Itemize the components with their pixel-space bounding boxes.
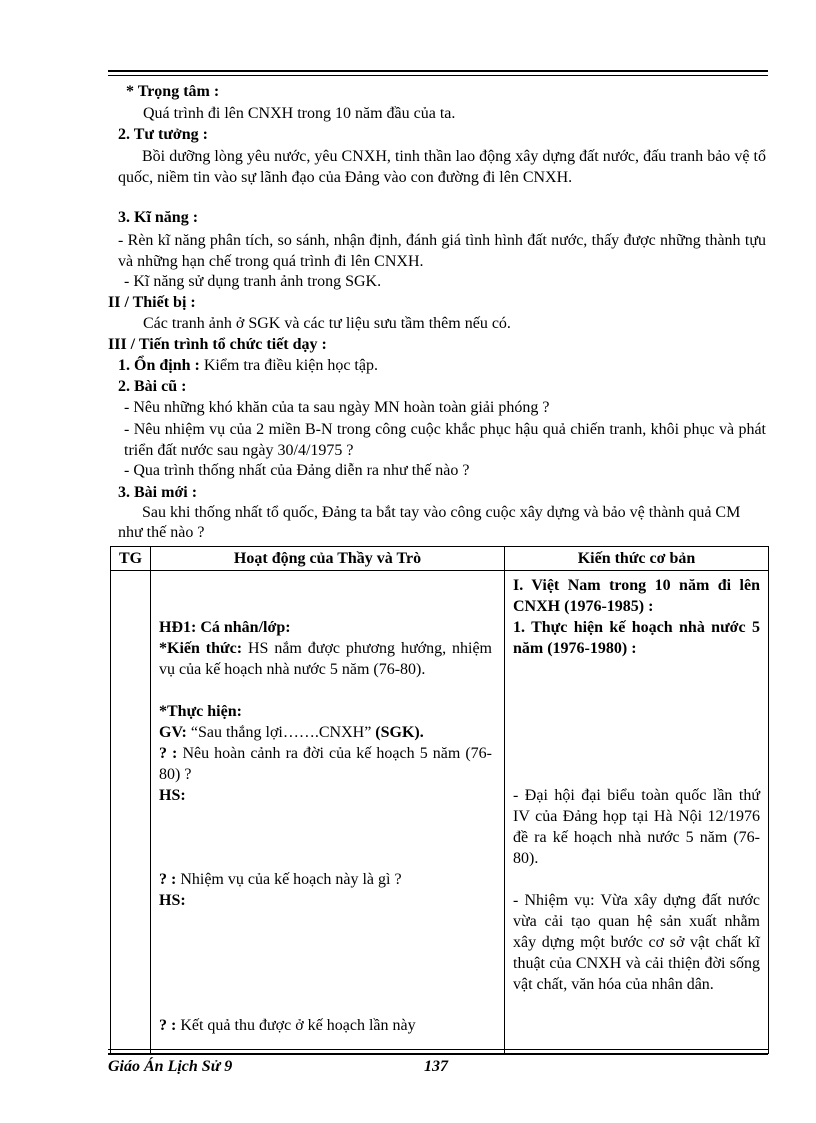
section-title: I. Việt Nam trong 10 năm đi lên CNXH (1976-1985) : <box>513 577 760 615</box>
question-2 <box>159 869 492 890</box>
header-tg: TG <box>111 547 151 571</box>
review-heading: 2. Bài cũ : <box>118 378 187 395</box>
ideology-heading: 2. Tư tưởng : <box>118 126 208 143</box>
lesson-table <box>110 546 769 1054</box>
gv-label: GV: <box>159 724 187 741</box>
skills-item-1: - Rèn kĩ năng phân tích, so sánh, nhận định, đánh giá tình hình đất nước, thấy được những thành tựu và những hạn chế trong quá trình đi lên CNXH. <box>118 232 766 270</box>
equipment-text: Các tranh ảnh ở SGK và các tư liệu sưu tầm thêm nếu có. <box>143 315 511 332</box>
gv-line <box>159 722 492 743</box>
stabilize-line <box>118 356 378 376</box>
footer-title: Giáo Án Lịch Sử 9 <box>108 1058 233 1075</box>
focus-text: Quá trình đi lên CNXH trong 10 năm đầu của ta. <box>143 105 456 122</box>
focus-heading: * Trọng tâm : <box>126 83 220 100</box>
top-rule-thick <box>108 70 768 72</box>
sub-title: 1. Thực hiện kế hoạch nhà nước 5 năm (1976-1980) : <box>513 619 760 657</box>
new-lesson-intro: Sau khi thống nhất tổ quốc, Đảng ta bắt tay vào công cuộc xây dựng và bảo vệ thành quả CM như thế nào ? <box>118 504 741 541</box>
bottom-rule-thin <box>108 1049 768 1050</box>
equipment-heading: II / Thiết bị : <box>108 294 196 311</box>
knowledge-objective <box>159 638 492 680</box>
knowledge-cell <box>505 571 769 1054</box>
review-question-2: - Nêu nhiệm vụ của 2 miền B-N trong công cuộc khắc phục hậu quả chiến tranh, khôi phục và phát triển đất nước sau ngày 30/4/1975 ? <box>124 421 766 459</box>
ideology-text: Bồi dưỡng lòng yêu nước, yêu CNXH, tinh thần lao động xây dựng đất nước, đấu tranh bảo vệ tổ quốc, niềm tin vào sự lãnh đạo của Đảng vào con đường đi lên CNXH. <box>118 148 766 186</box>
knowledge-text: HS nắm được phương hướng, nhiệm vụ của kế hoạch nhà nước 5 năm (76-80). <box>159 640 492 678</box>
top-rule-thin <box>108 75 768 76</box>
table-body-row <box>111 571 769 1054</box>
gv-text: “Sau thắng lợi…….CNXH” <box>186 724 376 741</box>
table-header-row <box>111 547 769 571</box>
gv-ref: (SGK). <box>375 724 424 741</box>
question-1 <box>159 743 492 785</box>
question-1-label: ? : <box>159 745 178 762</box>
process-heading: III / Tiến trình tổ chức tiết dạy : <box>108 336 327 353</box>
question-1-text: Nêu hoàn cảnh ra đời của kế hoạch 5 năm (76-80) ? <box>159 745 492 783</box>
activities-cell <box>151 571 505 1054</box>
question-3 <box>159 1015 492 1036</box>
stabilize-label: 1. Ổn định : <box>118 357 200 374</box>
question-2-label: ? : <box>159 871 177 888</box>
stabilize-text: Kiểm tra điều kiện học tập. <box>199 357 378 374</box>
answer-2: - Nhiệm vụ: Vừa xây dựng đất nước vừa cải tạo quan hệ sản xuất nhằm xây dựng một bước cơ sở vật chất kĩ thuật của CNXH và cải thiện đời sống vật chất, văn hóa của nhân dân. <box>513 892 760 993</box>
review-question-3: - Qua trình thống nhất của Đảng diễn ra như thế nào ? <box>124 462 470 479</box>
header-knowledge: Kiến thức cơ bản <box>505 547 769 571</box>
review-question-1: - Nêu những khó khăn của ta sau ngày MN hoàn toàn giải phóng ? <box>124 399 550 416</box>
header-activities: Hoạt động của Thầy và Trò <box>151 547 505 571</box>
hd-title: HĐ1: Cá nhân/lớp: <box>159 619 291 636</box>
knowledge-label: *Kiến thức: <box>159 640 243 657</box>
answer-1: - Đại hội đại biểu toàn quốc lần thứ IV của Đảng họp tại Hà Nội 12/1976 đề ra kế hoạch nhà nước 5 năm (76-80). <box>513 787 760 867</box>
footer-page-number: 137 <box>424 1058 448 1075</box>
hs-answer-1-label: HS: <box>159 787 186 804</box>
tg-cell <box>111 571 151 1054</box>
skills-heading: 3. Kĩ năng : <box>118 209 199 226</box>
new-lesson-heading: 3. Bài mới : <box>118 484 198 501</box>
implement-label: *Thực hiện: <box>159 703 242 720</box>
skills-item-2: - Kĩ năng sử dụng tranh ảnh trong SGK. <box>124 273 382 290</box>
question-2-text: Nhiệm vụ của kế hoạch này là gì ? <box>176 871 402 888</box>
hs-answer-2-label: HS: <box>159 892 186 909</box>
question-3-label: ? : <box>159 1017 177 1034</box>
bottom-rule-thick <box>108 1053 768 1055</box>
question-3-text: Kết quả thu được ở kế hoạch lần này <box>176 1017 416 1034</box>
